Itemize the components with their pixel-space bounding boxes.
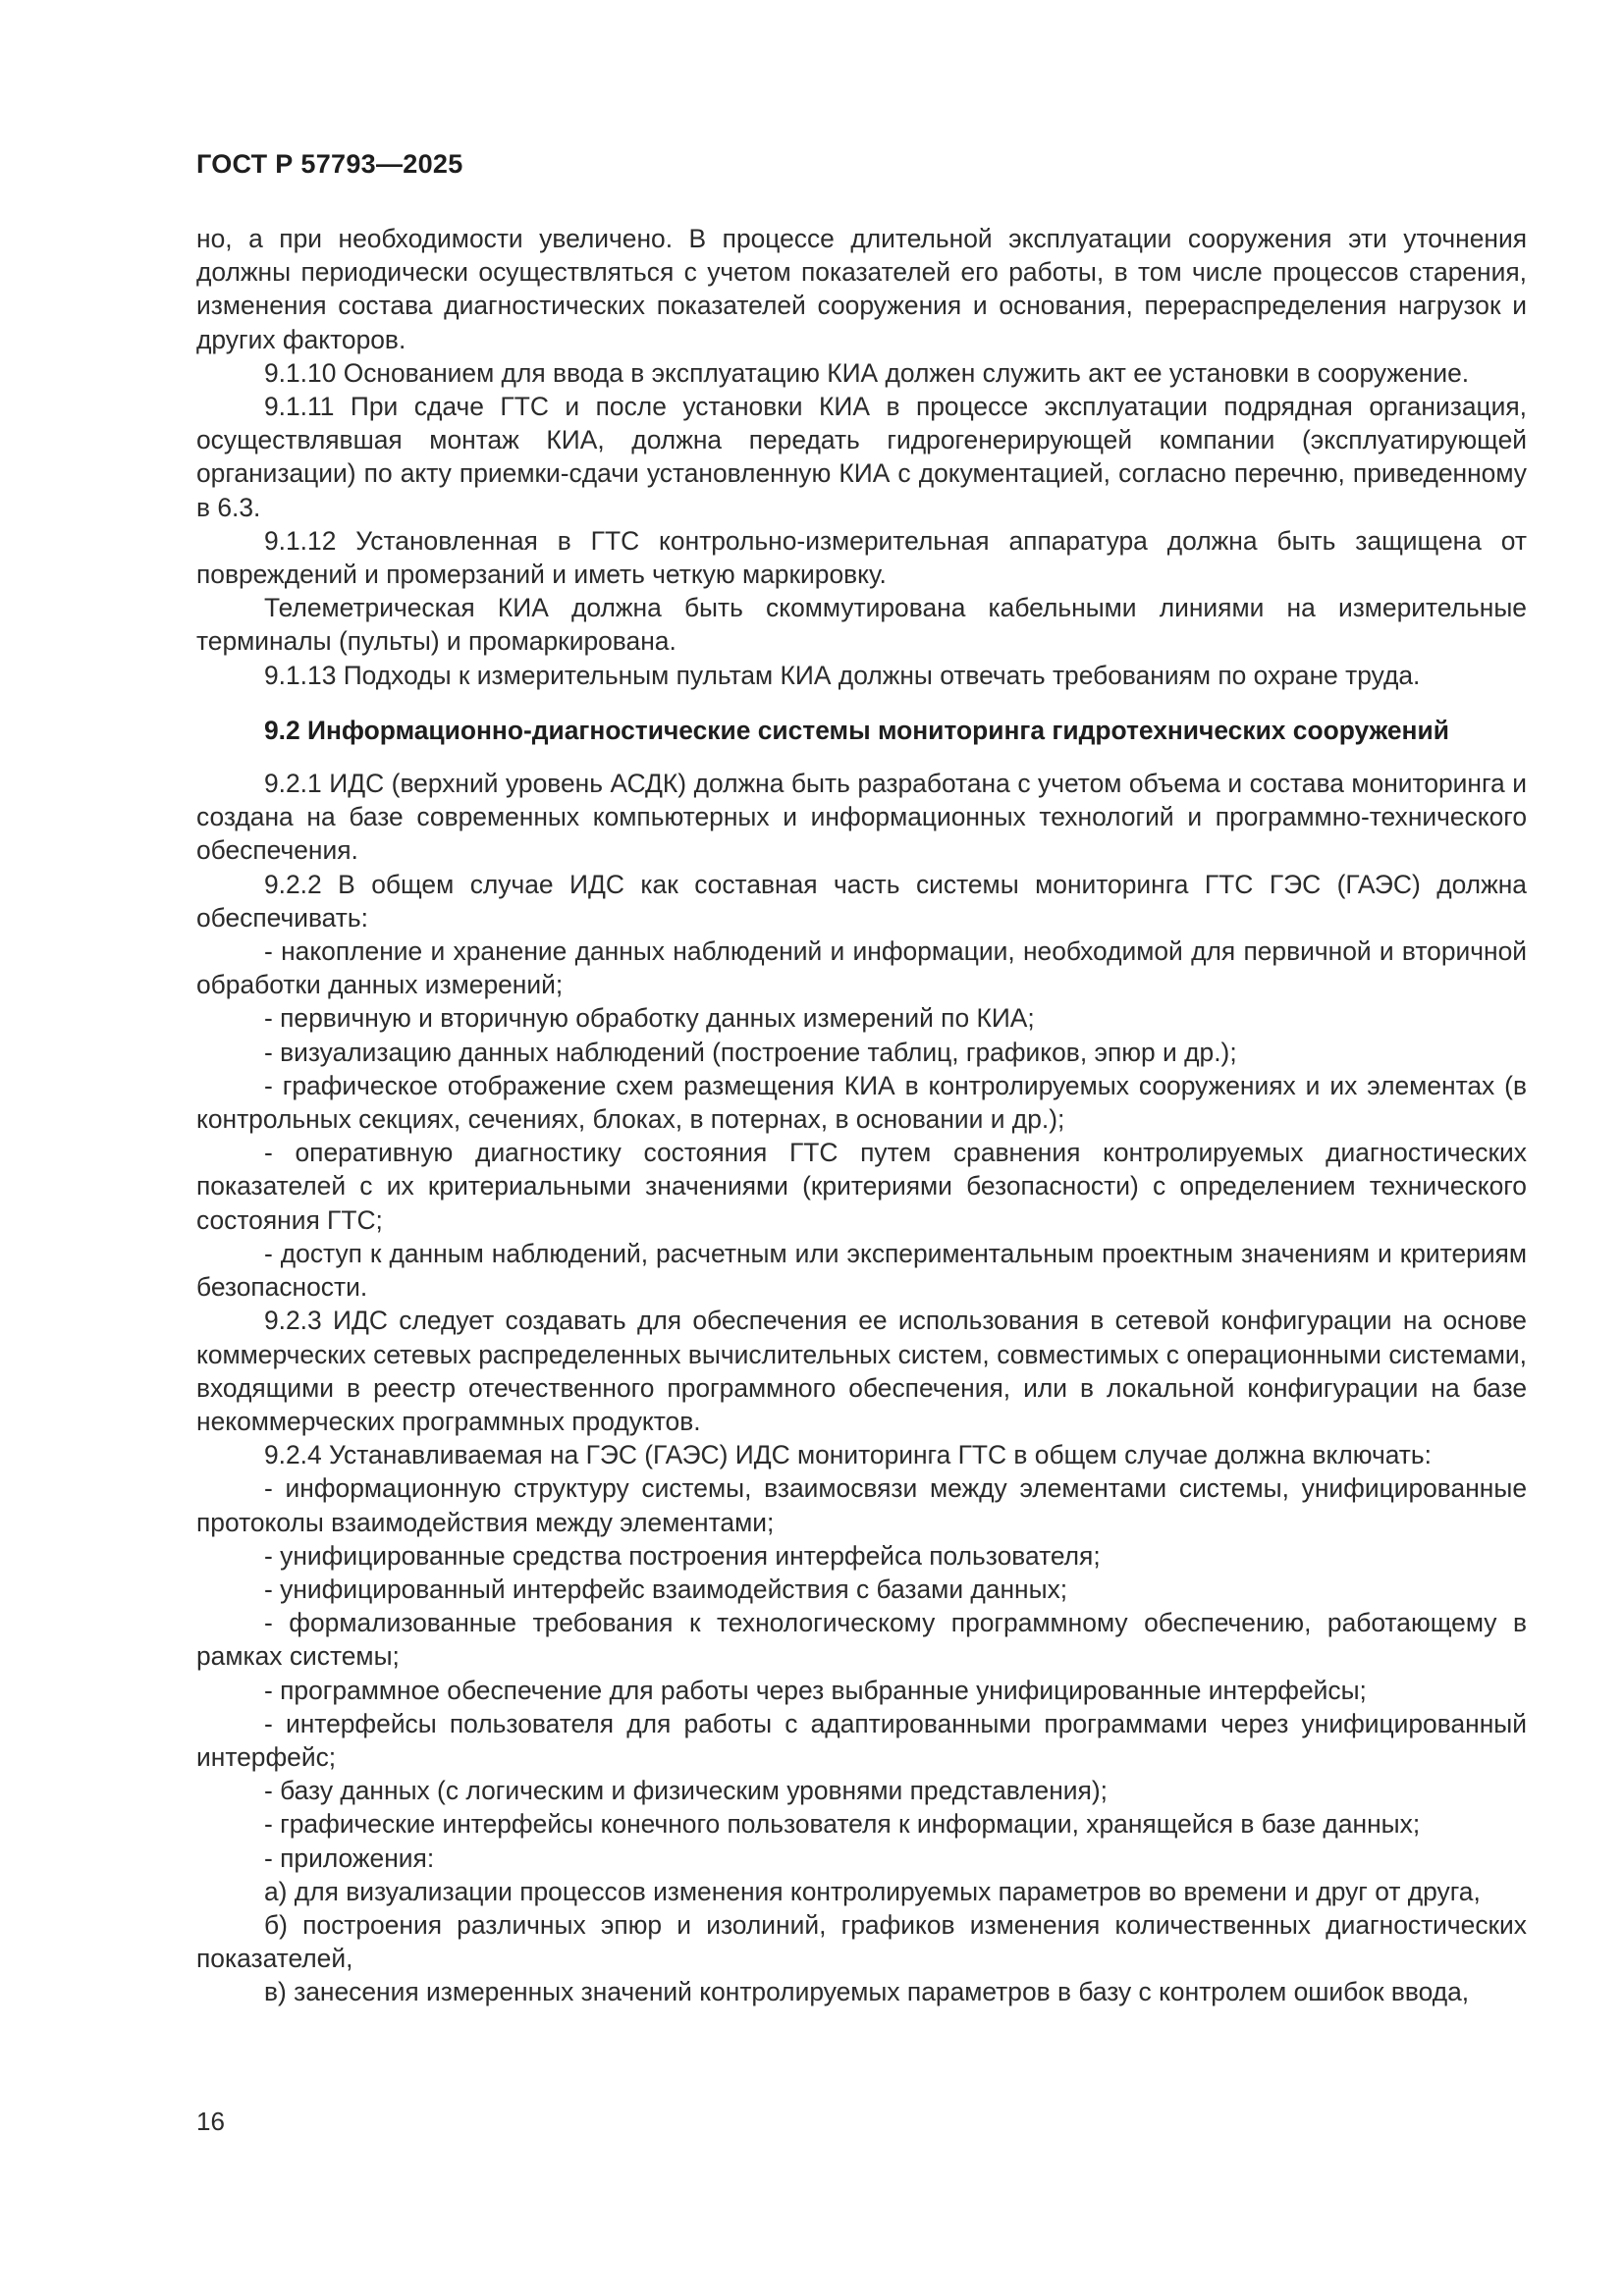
section-heading-9-2: 9.2 Информационно-диагностические системы мониторинга гидротехнических сооружений (264, 715, 1449, 745)
list-item: - первичную и вторичную обработку данных измерений по КИА; (264, 1003, 1035, 1034)
list-item: - унифицированный интерфейс взаимодействия с базами данных; (264, 1574, 1068, 1604)
list-item: - оперативную диагностику состояния ГТС путем сравнения контролируемых диагностических показателей с их критериальными значениями (критериями безопасности) с определением технического состояния ГТС; (196, 1138, 1527, 1235)
list-item: - графические интерфейсы конечного пользователя к информации, хранящейся в базе данных; (264, 1809, 1421, 1840)
clause-9-1-10: 9.1.10 Основанием для ввода в эксплуатацию КИА должен служить акт ее установки в сооружение. (264, 357, 1470, 388)
clause-9-2-3: 9.2.3 ИДС следует создавать для обеспечения ее использования в сетевой конфигурации на основе коммерческих сетевых распределенных вычислительных систем, совместимых с операционными системами, входящими в реестр отечественного программного обеспечения, или в локальной конфигурации на базе некоммерческих программных продуктов. (196, 1306, 1527, 1436)
list-item: - графическое отображение схем размещения КИА в контролируемых сооружениях и их элементах (в контрольных секциях, сечениях, блоках, в потернах, в основании и др.); (196, 1070, 1527, 1135)
clause-9-1-13: 9.1.13 Подходы к измерительным пультам КИА должны отвечать требованиям по охране труда. (264, 660, 1421, 690)
sublist-item-v: в) занесения измеренных значений контролируемых параметров в базу с контролем ошибок ввода, (264, 1977, 1470, 2007)
document-body (196, 222, 1527, 2009)
clause-9-2-2: 9.2.2 В общем случае ИДС как составная часть системы мониторинга ГТС ГЭС (ГАЭС) должна обеспечивать: (196, 869, 1527, 933)
list-item: - программное обеспечение для работы через выбранные унифицированные интерфейсы; (264, 1675, 1367, 1705)
list-item: - унифицированные средства построения интерфейса пользователя; (264, 1540, 1101, 1571)
clause-9-2-1: 9.2.1 ИДС (верхний уровень АСДК) должна быть разработана с учетом объема и состава мониторинга и создана на базе современных компьютерных и информационных технологий и программно-технического обеспечения. (196, 769, 1527, 866)
clause-9-2-4: 9.2.4 Устанавливаемая на ГЭС (ГАЭС) ИДС мониторинга ГТС в общем случае должна включать: (264, 1440, 1432, 1470)
sublist-item-a: а) для визуализации процессов изменения контролируемых параметров во времени и друг от друга, (264, 1876, 1481, 1906)
paragraph-telemetry: Телеметрическая КИА должна быть скоммутирована кабельными линиями на измерительные терминалы (пульты) и промаркирована. (196, 593, 1527, 657)
paragraph-continuation: но, а при необходимости увеличено. В процессе длительной эксплуатации сооружения эти уточнения должны периодически осуществляться с учетом показателей его работы, в том числе процессов старения, изменения состава диагностических показателей сооружения и основания, перераспределения нагрузок и других факторов. (196, 224, 1527, 354)
document-header: ГОСТ Р 57793—2025 (196, 149, 463, 179)
list-item: - информационную структуру системы, взаимосвязи между элементами системы, унифицированные протоколы взаимодействия между элементами; (196, 1473, 1527, 1537)
list-item: - интерфейсы пользователя для работы с адаптированными программами через унифицированный интерфейс; (196, 1708, 1527, 1772)
clause-9-1-12: 9.1.12 Установленная в ГТС контрольно-измерительная аппаратура должна быть защищена от повреждений и промерзаний и иметь четкую маркировку. (196, 525, 1527, 590)
list-item: - формализованные требования к технологическому программному обеспечению, работающему в рамках системы; (196, 1608, 1527, 1672)
list-item: - приложения: (264, 1842, 435, 1873)
page-number: 16 (196, 2107, 225, 2136)
list-item: - накопление и хранение данных наблюдений и информации, необходимой для первичной и вторичной обработки данных измерений; (196, 936, 1527, 1000)
clause-9-1-11: 9.1.11 При сдаче ГТС и после установки КИА в процессе эксплуатации подрядная организация, осуществлявшая монтаж КИА, должна передать гидрогенерирующей компании (эксплуатирующей организации) по акту приемки-сдачи установленную КИА с документацией, согласно перечню, приведенному в 6.3. (196, 392, 1527, 522)
sublist-item-b: б) построения различных эпюр и изолиний, графиков изменения количественных диагностических показателей, (196, 1909, 1527, 1974)
list-item: - визуализацию данных наблюдений (построение таблиц, графиков, эпюр и др.); (264, 1037, 1237, 1067)
list-item: - базу данных (с логическим и физическим уровнями представления); (264, 1776, 1108, 1806)
list-item: - доступ к данным наблюдений, расчетным или экспериментальным проектным значениям и критериям безопасности. (196, 1238, 1527, 1303)
